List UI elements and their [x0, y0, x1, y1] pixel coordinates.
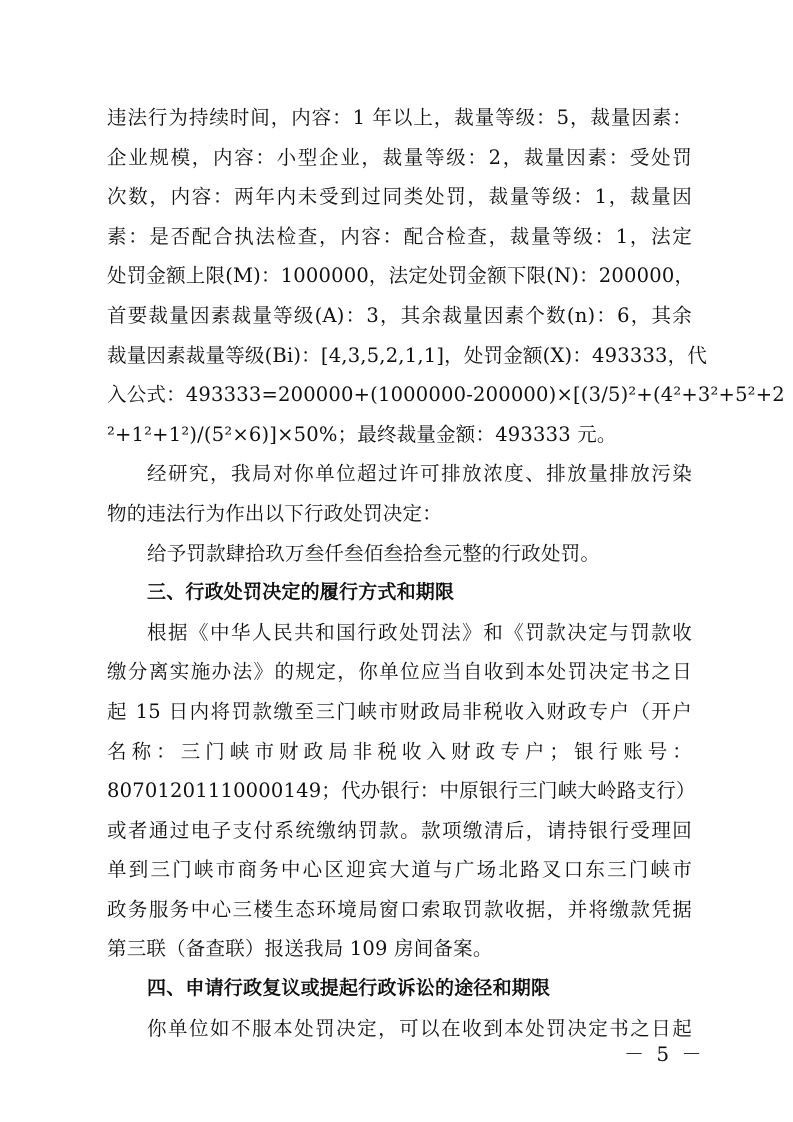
text-line: 处罚金额上限(M)：1000000，法定处罚金额下限(N)：200000， — [107, 264, 695, 288]
text-line: 入公式：493333=200000+(1000000-200000)×[(3/5)²+(4²+3²+5²+2 — [107, 383, 785, 407]
text-line: 名称：三门峡市财政局非税收入财政专户；银行账号： — [107, 739, 692, 763]
text-line: 政务服务中心三楼生态环境局窗口索取罚款收据，并将缴款凭据 — [107, 897, 692, 921]
section-heading-4: 四、申请行政复议或提起行政诉讼的途径和期限 — [147, 977, 551, 1000]
text-line: 或者通过电子支付系统缴纳罚款。款项缴清后，请持银行受理回 — [107, 818, 692, 842]
text-line: 根据《中华人民共和国行政处罚法》和《罚款决定与罚款收 — [147, 620, 692, 644]
text-line: 80701201110000149；代办银行：中原银行三门峡大岭路支行） — [107, 779, 696, 803]
text-line: 裁量因素裁量等级(Bi)：[4,3,5,2,1,1]，处罚金额(X)：493333，代 — [107, 343, 708, 367]
text-line: 物的违法行为作出以下行政处罚决定： — [107, 501, 442, 525]
text-line: 企业规模，内容：小型企业，裁量等级：2，裁量因素：受处罚 — [107, 145, 692, 169]
text-line: 素：是否配合执法检查，内容：配合检查，裁量等级：1，法定 — [107, 224, 692, 248]
text-line: 单到三门峡市商务中心区迎宾大道与广场北路叉口东三门峡市 — [107, 858, 692, 882]
text-line: 你单位如不服本处罚决定，可以在收到本处罚决定书之日起 — [147, 1016, 692, 1040]
section-heading-3: 三、行政处罚决定的履行方式和期限 — [147, 581, 455, 604]
text-line: 经研究，我局对你单位超过许可排放浓度、排放量排放污染 — [147, 462, 692, 486]
text-line: ²+1²+1²)/(5²×6)]×50%；最终裁量金额：493333 元。 — [107, 422, 617, 446]
text-line: 违法行为持续时间，内容：1 年以上，裁量等级：5，裁量因素： — [107, 106, 692, 129]
body-text — [107, 98, 785, 1048]
decision-paragraph: 给予罚款肆拾玖万叁仟叁佰叁拾叁元整的行政处罚。 — [147, 541, 601, 565]
text-line: 起 15 日内将罚款缴至三门峡市财政局非税收入财政专户（开户 — [107, 699, 692, 723]
text-line: 缴分离实施办法》的规定，你单位应当自收到本处罚决定书之日 — [107, 660, 692, 684]
text-line: 首要裁量因素裁量等级(A)：3，其余裁量因素个数(n)：6，其余 — [107, 303, 692, 327]
text-line: 第三联（备查联）报送我局 109 房间备案。 — [107, 937, 493, 961]
text-line: 次数，内容：两年内未受到过同类处罚，裁量等级：1，裁量因 — [107, 185, 692, 209]
page-number: － 5 － — [624, 1042, 705, 1066]
